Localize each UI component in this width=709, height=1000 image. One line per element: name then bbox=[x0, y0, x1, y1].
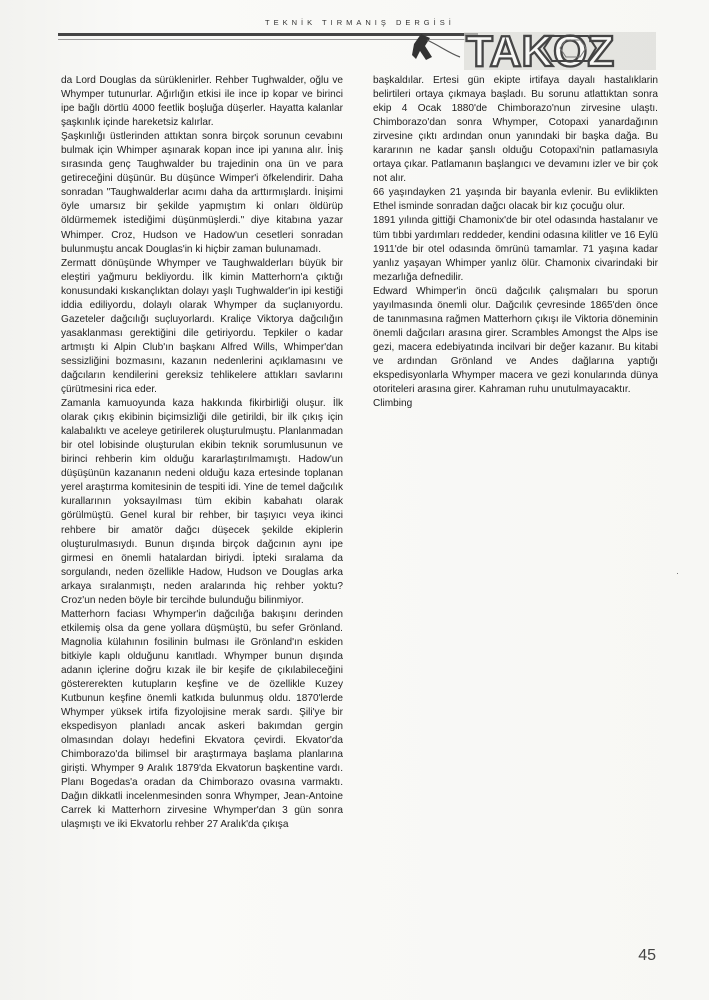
right-paragraph-4: Edward Whimper'in öncü dağcılık çalışmaları bu sporun yayılmasında önemli olur. Dağcılık çevresinde 1865'den önce de tanınmasına rağmen Matterhorn çıkışı ile Viktoria döneminin önemli dağcıları arasına girer. Scrambles Amongst the Alps ise gezi, macera edebiyatında incilvari bir değer kazanır. Bu kitabi ve ardından Grönland ve Andes dağlarına yaptığı ekspedisyonlarla Whymper macera ve gezi konularında dünya otoriteleri arasına girer. Kahraman ruhu unutulmayacaktır. bbox=[373, 285, 658, 396]
takoz-logo bbox=[412, 22, 670, 78]
left-paragraph-4: Zamanla kamuoyunda kaza hakkında fikirbirliği oluşur. İlk olarak çıkış ekibinin biçimsizliği dile getirildi, bir ilk çıkış için kalabalıktı ve aceleye getirilerek oluşturulmuştu. Planlanmadan bir otel lobisinde oluşturulan ekibin teknik sorumlusunun ve birinci rehberin kim olduğu kararlaştırılmamıştı. Hadow'un düşüşünün kazananın nedeni olduğu kaza ertesinde toplanan yerel araştırma komitesinin de tespiti idi. Yine de temel dağcılık kurallarının yoksayılması tüm ekibin kabahatı olarak görülmüştü. Genel kural bir rehber, bir taşıyıcı veya ikinci rehbere bir amatör dağcı düşecek şekilde ekiplerin oluşturulmasıydı. Bunun dışında birçok dağcının aynı ipe girmesi en önemli hatalardan biriydi. İpteki sıralama da sorgulandı, neden özellikle Hadow, Hudson ve Douglas arka arkaya sıralanmıştı, neden aralarında hiç rehber yoktu? Croz'un neden böyle bir tercihde bulunduğu bilinmiyor. bbox=[61, 398, 343, 606]
climber-icon bbox=[412, 34, 432, 60]
magazine-title: TEKNİK TIRMANIŞ DERGİSİ bbox=[265, 18, 455, 27]
page-number: 45 bbox=[638, 947, 656, 964]
right-paragraph-3: 1891 yılında gittiği Chamonix'de bir otel odasında hastalanır ve tüm tıbbi yardımları reddeder, kendini odasına kilitler ve 16 Eylü 1911'de bir otel odasında ömrünü tamamlar. 71 yaşına kadar yanlız yaşayan Whimper yanlız ölür. Chamonix civarindaki bir mezarlığa defnedilir. bbox=[373, 215, 658, 283]
left-paragraph-1: da Lord Douglas da sürüklenirler. Rehber Tughwalder, oğlu ve Whymper tutunurlar. Ağırlığın etkisi ile ince ip kopar ve birinci ipe bağlı dörtlü 4000 feetlik boşluğa düşerler. Hayatta kalanlar şaşkınlık içinde hareketsiz kalırlar. bbox=[61, 75, 343, 129]
left-paragraph-5: Matterhorn faciası Whymper'in dağcılığa bakışını derinden etkilemiş olsa da gene yollara düşmüştü, bu sefer Grönland. Magnolia külahının fosilinin bulması ile Grönland'ın eskiden bitkiyle kaplı olduğunu kanıtladı. Whymper bunun dışında adanın içlerine doğru kızak ile bir keşife de çıkılabileceğini göstererekten kutupların keşfine ve de özellikle Kuzey Kutbunun keşfine önemli katkıda bulunmuş oldu. 1870'lerde Whymper yüksek irtifa fizyolojisine merak sardı. Şili'ye bir ekspedisyon planladı ancak askeri bakımdan gergin olmasından dolayı hedefini Ekvatora çevirdi. Ekvator'da Chimborazo'da bilimsel bir araştırmaya başlama planlarına girişti. Whymper 9 Aralık 1879'da Ekvatorun başkentine vardı. Planı Bogedas'a oradan da Chimborazo ovasına varmaktı. Dağın dikkatli incelenmesinden sonra Whymper, Jean-Antoine Carrek ki Matterhorn zirvesine Whymper'dan 3 gün sonra ulaşmıştı ve iki Ekvatorlu rehber 27 Aralık'da çıkışa bbox=[61, 608, 343, 831]
svg-text:TAKOZ: TAKOZ bbox=[466, 27, 615, 76]
source-signature: Climbing bbox=[373, 398, 413, 410]
right-paragraph-1: başkaldılar. Ertesi gün ekipte irtifaya dayalı hastalıklarin belirtileri ortaya çıkmaya başladı. Bu sorunu atlattıktan sonra ekip 4 Ocak 1880'de Chimborazo'nun zirvesine ulaştı. Chimborazo'dan sonra Whymper, Cotopaxi yanardağının zirvesine çıktı ardından onun yanındaki bir başka dağa. Bu kararının ne kadar şanslı olduğu Cotopaxi'nin patlamasıyla ortaya çıkar. Patlamanın başlangıcı ve devamını izler ve bir çok not alır. bbox=[373, 75, 658, 185]
right-text-column bbox=[373, 74, 658, 411]
right-paragraph-2: 66 yaşındayken 21 yaşında bir bayanla evlenir. Bu evliklikten Ethel isminde sonradan dağcı olacak bir kız çocuğu olur. bbox=[373, 187, 658, 213]
left-paragraph-3: Zermatt dönüşünde Whymper ve Taughwalderları büyük bir eleştiri yağmuru bekliyordu. İlk kimin Matterhorn'a çıktığı konusundaki kıskançlıktan dolayı yaşlı Tughwalder'in ipi kestiği iddia ediliyordu, dolaylı olarak Whymper da suçlanıyordu. Gazeteler dağcılığı suçluyorlardı. Kraliçe Viktorya dağcılığın yasaklanması gerektiğini dile getiriyordu. Tepkiler o kadar artmıştı ki Alpin Club'ın başkanı Alfred Wills, Whimper'dan sessizliğini bozmasını, kazanın nedenlerini açıklamasını ve dağcıların kendilerini gereksiz tehlikelere attıkları savlarını çürütmesini rica eder. bbox=[61, 257, 343, 396]
left-text-column bbox=[61, 74, 343, 833]
scan-dot bbox=[677, 573, 678, 574]
left-paragraph-2: Şaşkınlığı üstlerinden attıktan sonra birçok sorunun cevabını bulmak için Whimper aşınarak kopan ince ipi yanına alır. İniş sırasında genç Taughwalder bu trajedinin ona ün ve para getireceğini düşünür. Bu düşünce Wimper'i öfkelendirir. Daha sonradan "Taughwalderlar acımı daha da arttırmışlardı. İnişimi öyle umarsız bir şekilde yapmıştım ki onları öldürüp öldürmemek istediğimi düşünmüşlerdi." diye kitabına yazar Whimper. Croz, Hudson ve Hadow'un cesetleri sonradan bulunmuştu ancak Douglas'in ki hiçbir zaman bulunamadı. bbox=[61, 131, 343, 255]
